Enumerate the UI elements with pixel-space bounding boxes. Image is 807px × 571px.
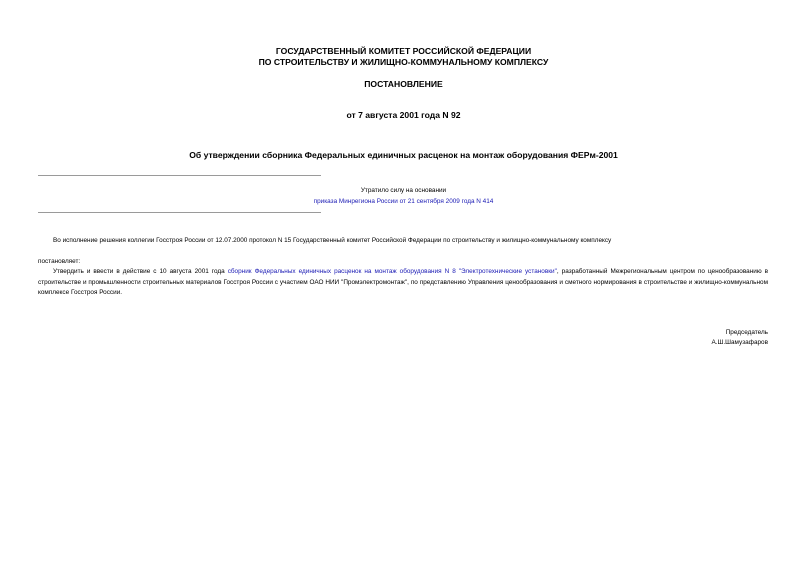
- resolution-text-after: , разработанный Межрегиональным центром по ценообразованию в строительстве и промышленности строительных материалов Госстроя России с участием ОАО НИИ "Промэлектромонтаж", по представлению Управления ценообразования и сметного нормирования в строительстве и жилищно-коммунальном комплексе Госстроя России.: [38, 268, 769, 296]
- preamble-paragraph: Во исполнение решения коллегии Госстроя России от 12.07.2000 протокол N 15 Государственный комитет Российской Федерации по строительству и жилищно-коммунальному комплексу: [53, 237, 612, 244]
- collection-link[interactable]: сборник Федеральных единичных расценок на монтаж оборудования N 8 "Электротехнические установки": [227, 268, 557, 275]
- document-subject: Об утверждении сборника Федеральных единичных расценок на монтаж оборудования ФЕРм-2001: [189, 150, 618, 160]
- bottom-divider: [38, 212, 321, 213]
- top-divider: [38, 175, 321, 176]
- header-line-1: ГОСУДАРСТВЕННЫЙ КОМИТЕТ РОССИЙСКОЙ ФЕДЕРАЦИИ: [275, 46, 532, 56]
- repeal-order-link[interactable]: приказа Минрегиона России от 21 сентября 2009 года N 414: [313, 198, 494, 205]
- resolution-text-before: Утвердить и ввести в действие с 10 августа 2001 года: [53, 268, 228, 275]
- decree-date: от 7 августа 2001 года N 92: [346, 110, 461, 120]
- resolution-paragraph: [38, 267, 768, 299]
- decree-type: ПОСТАНОВЛЕНИЕ: [364, 79, 443, 89]
- signatory-title: Председатель: [725, 329, 768, 336]
- signatory-name: А.Ш.Шамузафаров: [711, 339, 768, 346]
- status-line: [0, 197, 807, 206]
- status-text: Утратило силу на основании: [360, 187, 447, 194]
- header-line-2: ПО СТРОИТЕЛЬСТВУ И ЖИЛИЩНО-КОММУНАЛЬНОМУ КОМПЛЕКСУ: [258, 57, 549, 67]
- resolves-label: постановляет:: [38, 258, 81, 265]
